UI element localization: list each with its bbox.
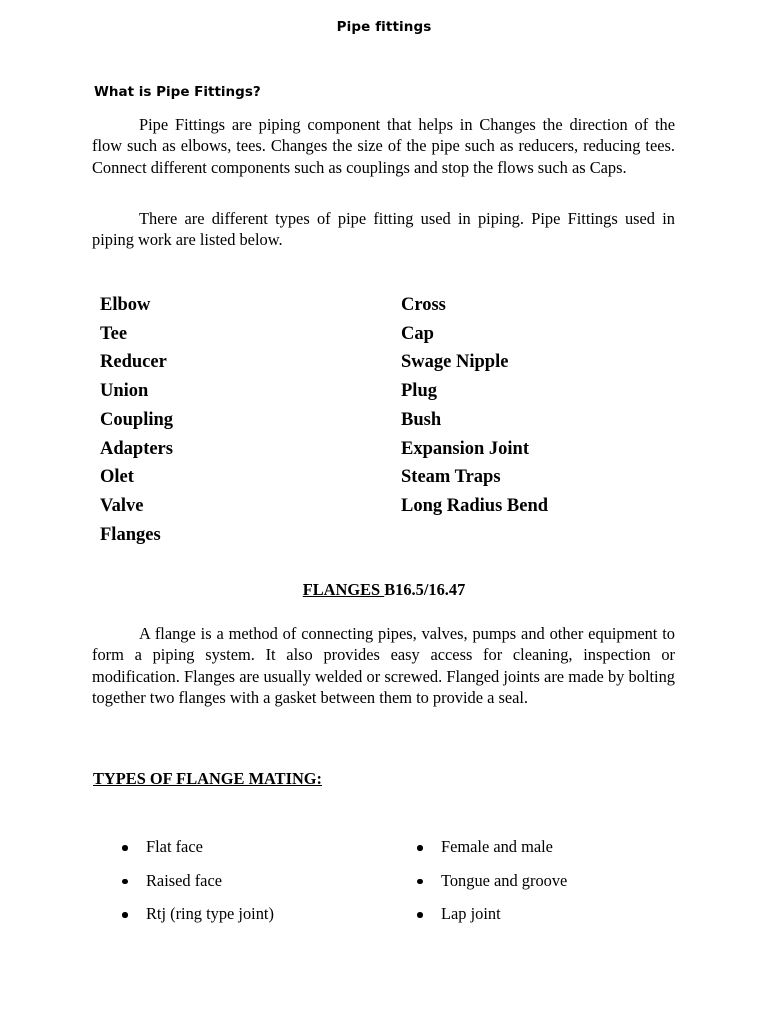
fitting-item: Tee xyxy=(100,323,128,344)
mating-item-label: Raised face xyxy=(146,870,222,890)
fittings-list-left xyxy=(100,291,173,549)
flanges-heading-standard: B16.5/16.47 xyxy=(384,580,466,599)
fittings-list-right xyxy=(401,291,548,521)
bullet-icon xyxy=(122,912,128,918)
bullet-icon xyxy=(122,845,128,851)
mating-item xyxy=(122,897,274,931)
fitting-item: Cap xyxy=(401,323,434,344)
flanges-heading-underlined: FLANGES xyxy=(302,580,385,599)
intro-paragraph-2: There are different types of pipe fitting used in piping. Pipe Fittings used in piping work are listed below. xyxy=(92,209,675,250)
fitting-item: Elbow xyxy=(100,295,151,315)
mating-item-label: Tongue and groove xyxy=(441,870,568,890)
fitting-item: Union xyxy=(100,381,149,402)
section-question-heading: What is Pipe Fittings? xyxy=(94,84,261,100)
mating-item-label: Flat face xyxy=(146,837,203,856)
fitting-item: Reducer xyxy=(100,352,167,373)
fitting-item: Plug xyxy=(401,381,437,402)
fitting-item: Valve xyxy=(100,495,144,516)
fitting-item: Steam Traps xyxy=(401,467,501,488)
mating-item xyxy=(122,830,274,864)
mating-list-left xyxy=(122,830,274,931)
fitting-item: Coupling xyxy=(100,409,174,430)
flanges-heading xyxy=(0,580,768,600)
mating-item-label: Lap joint xyxy=(441,904,501,923)
mating-item xyxy=(122,864,274,898)
intro-paragraph-1: Pipe Fittings are piping component that helps in Changes the direction of the flow such as elbows, tees. Changes the size of the pipe such as reducers, reducing tees. Connect different components such as couplings and stop the flows such as Caps. xyxy=(92,115,675,177)
fitting-item: Long Radius Bend xyxy=(401,495,549,516)
bullet-icon xyxy=(417,845,423,851)
bullet-icon xyxy=(417,879,423,885)
fitting-item: Bush xyxy=(401,409,442,430)
fitting-item: Swage Nipple xyxy=(401,352,509,373)
fitting-item: Cross xyxy=(401,295,446,315)
flanges-paragraph: A flange is a method of connecting pipes, valves, pumps and other equipment to form a piping system. It also provides easy access for cleaning, inspection or modification. Flanges are usually welded or screwed. Flanged joints are made by bolting together two flanges with a gasket between them to provide a seal. xyxy=(92,624,675,707)
fitting-item: Adapters xyxy=(100,438,173,459)
fitting-item: Expansion Joint xyxy=(401,438,530,459)
mating-list-right xyxy=(417,830,567,931)
mating-item xyxy=(417,864,567,898)
mating-item-label: Female and male xyxy=(441,837,553,856)
fitting-item: Flanges xyxy=(100,524,161,545)
flange-mating-heading: TYPES OF FLANGE MATING: xyxy=(93,769,323,788)
fitting-item: Olet xyxy=(100,467,134,488)
mating-item-label: Rtj (ring type joint) xyxy=(146,904,274,923)
page-title: Pipe fittings xyxy=(336,19,432,35)
bullet-icon xyxy=(122,879,128,885)
mating-item xyxy=(417,830,567,864)
mating-item xyxy=(417,897,567,931)
bullet-icon xyxy=(417,912,423,918)
